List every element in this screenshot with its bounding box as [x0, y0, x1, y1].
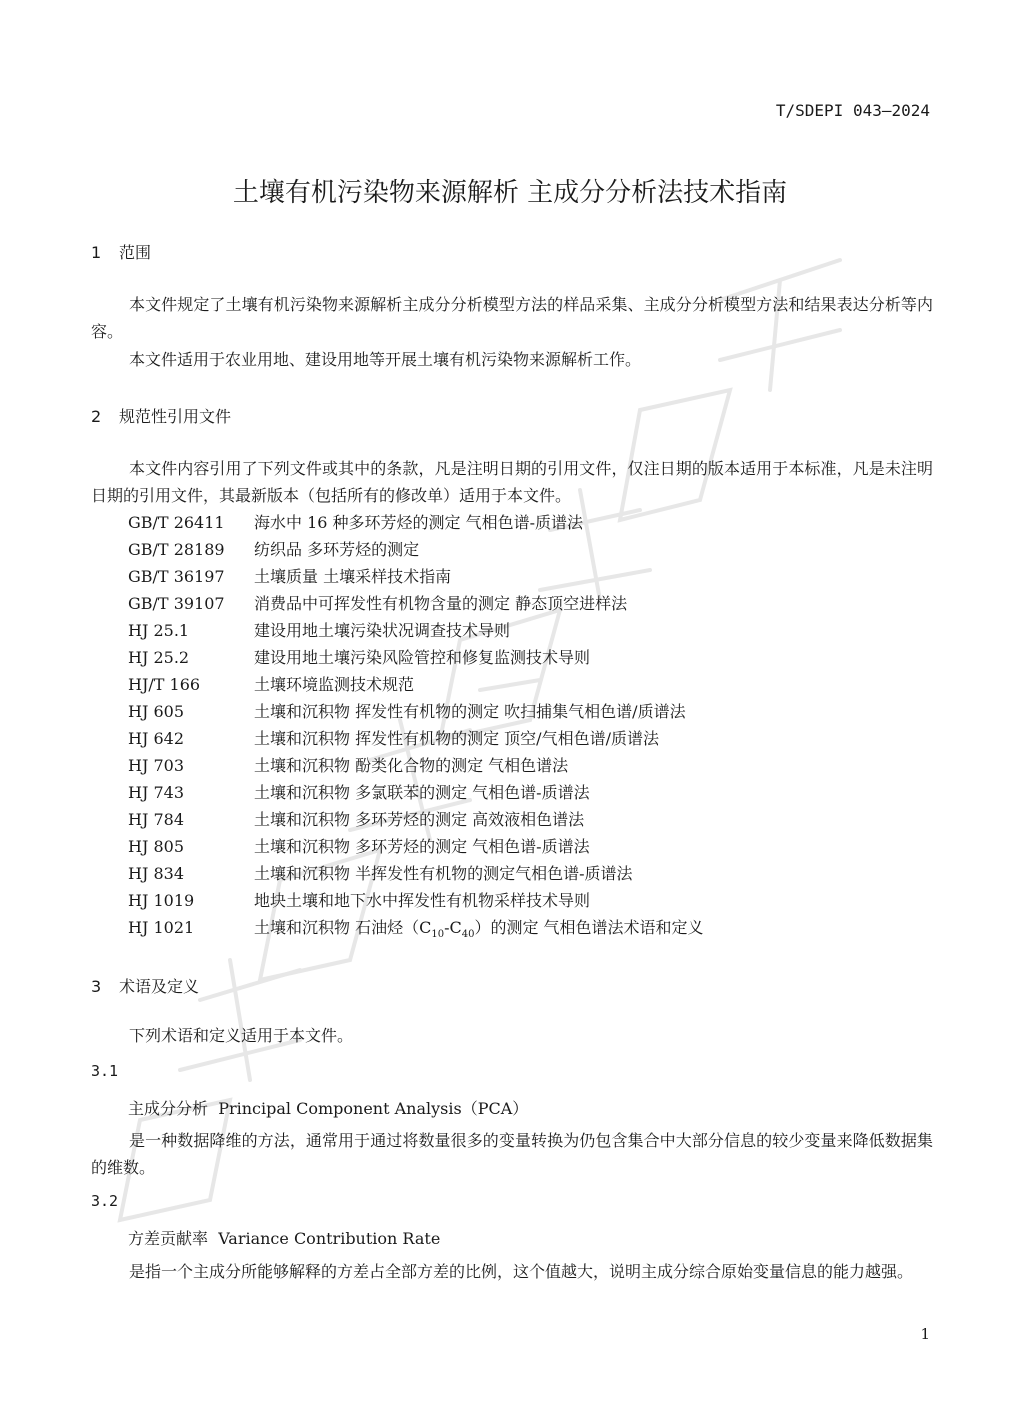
reference-row	[128, 860, 633, 887]
reference-title: 建设用地土壤污染风险管控和修复监测技术导则	[254, 648, 591, 667]
section-number: 2	[91, 407, 102, 426]
reference-title-part: -C	[444, 918, 462, 937]
reference-row	[128, 914, 704, 941]
reference-code: HJ 834	[128, 864, 184, 883]
reference-code: HJ 1021	[128, 918, 195, 937]
reference-code: HJ 1019	[128, 891, 195, 910]
reference-title-part: 土壤和沉积物 石油烃（C	[254, 918, 432, 937]
reference-title: 建设用地土壤污染状况调查技术导则	[254, 621, 511, 640]
reference-row	[128, 833, 590, 860]
clause-number: 3.1	[91, 1062, 119, 1080]
reference-row	[128, 887, 590, 914]
reference-title: 土壤和沉积物 挥发性有机物的测定 吹扫捕集气相色谱/质谱法	[254, 702, 686, 721]
section-title: 规范性引用文件	[119, 407, 232, 426]
section-heading-normative-references	[91, 404, 231, 427]
subscript: 10	[431, 929, 445, 941]
reference-code: HJ 784	[128, 810, 184, 829]
term-entry	[128, 1096, 528, 1119]
paragraph: 本文件适用于农业用地、建设用地等开展土壤有机污染物来源解析工作。	[129, 350, 642, 369]
reference-title-part: ）的测定 气相色谱法术语和定义	[474, 918, 704, 937]
reference-code: HJ 605	[128, 702, 184, 721]
section-number: 3	[91, 977, 102, 996]
section-heading-scope	[91, 240, 151, 263]
term-entry	[128, 1226, 440, 1249]
paragraph: 下列术语和定义适用于本文件。	[129, 1026, 354, 1045]
document-code: T/SDEPI 043—2024	[775, 101, 930, 120]
page-number: 1	[920, 1325, 930, 1343]
reference-row	[128, 698, 686, 725]
reference-title: 海水中 16 种多环芳烃的测定 气相色谱-质谱法	[254, 513, 584, 532]
reference-row	[128, 563, 451, 590]
reference-code: HJ 743	[128, 783, 184, 802]
term-chinese: 主成分分析	[128, 1099, 209, 1118]
subscript: 40	[461, 929, 475, 941]
reference-code: HJ 25.1	[128, 621, 190, 640]
reference-title: 土壤和沉积物 酚类化合物的测定 气相色谱法	[254, 756, 569, 775]
section-number: 1	[91, 243, 102, 262]
reference-title: 土壤和沉积物 挥发性有机物的测定 顶空/气相色谱/质谱法	[254, 729, 659, 748]
reference-row	[128, 752, 568, 779]
document-title: 土壤有机污染物来源解析 主成分分析法技术指南	[232, 178, 788, 208]
term-chinese: 方差贡献率	[128, 1229, 209, 1248]
reference-code: HJ 703	[128, 756, 184, 775]
term-english: Principal Component Analysis（PCA）	[218, 1099, 529, 1118]
reference-code: GB/T 28189	[128, 540, 225, 559]
reference-title: 土壤质量 土壤采样技术指南	[254, 567, 452, 586]
reference-code: GB/T 36197	[128, 567, 225, 586]
reference-row	[128, 779, 590, 806]
reference-title: 土壤和沉积物 多环芳烃的测定 高效液相色谱法	[254, 810, 585, 829]
section-heading-terms	[91, 974, 199, 997]
term-definition: 是指一个主成分所能够解释的方差占全部方差的比例，这个值越大，说明主成分综合原始变量信息的能力越强。	[129, 1262, 914, 1281]
paragraph: 本文件内容引用了下列文件或其中的条款，凡是注明日期的引用文件，仅注日期的版本适用于本标准，凡是未注明日期的引用文件，其最新版本（包括所有的修改单）适用于本文件。	[91, 459, 933, 505]
clause-number: 3.2	[91, 1192, 119, 1210]
reference-title: 纺织品 多环芳烃的测定	[254, 540, 420, 559]
reference-title: 消费品中可挥发性有机物含量的测定 静态顶空进样法	[254, 594, 628, 613]
term-definition: 是一种数据降维的方法，通常用于通过将数量很多的变量转换为仍包含集合中大部分信息的较少变量来降低数据集的维数。	[91, 1131, 933, 1177]
reference-title: 土壤和沉积物 半挥发性有机物的测定气相色谱-质谱法	[254, 864, 633, 883]
reference-code: GB/T 39107	[128, 594, 225, 613]
reference-row	[128, 725, 659, 752]
reference-title: 土壤环境监测技术规范	[254, 675, 415, 694]
reference-row	[128, 806, 584, 833]
reference-code: HJ 25.2	[128, 648, 190, 667]
paragraph: 本文件规定了土壤有机污染物来源解析主成分分析模型方法的样品采集、主成分分析模型方法和结果表达分析等内容。	[91, 295, 933, 341]
reference-row	[128, 617, 510, 644]
reference-row	[128, 536, 419, 563]
section-title: 术语及定义	[119, 977, 200, 996]
reference-title: 地块土壤和地下水中挥发性有机物采样技术导则	[254, 891, 591, 910]
reference-code: GB/T 26411	[128, 513, 225, 532]
reference-code: HJ 805	[128, 837, 184, 856]
term-english: Variance Contribution Rate	[218, 1229, 441, 1248]
reference-row	[128, 671, 414, 698]
reference-row	[128, 509, 583, 536]
reference-row	[128, 644, 590, 671]
section-title: 范围	[119, 243, 152, 262]
reference-title	[254, 914, 704, 948]
reference-title: 土壤和沉积物 多氯联苯的测定 气相色谱-质谱法	[254, 783, 590, 802]
reference-code: HJ/T 166	[128, 675, 201, 694]
reference-code: HJ 642	[128, 729, 184, 748]
reference-row	[128, 590, 627, 617]
reference-title: 土壤和沉积物 多环芳烃的测定 气相色谱-质谱法	[254, 837, 590, 856]
